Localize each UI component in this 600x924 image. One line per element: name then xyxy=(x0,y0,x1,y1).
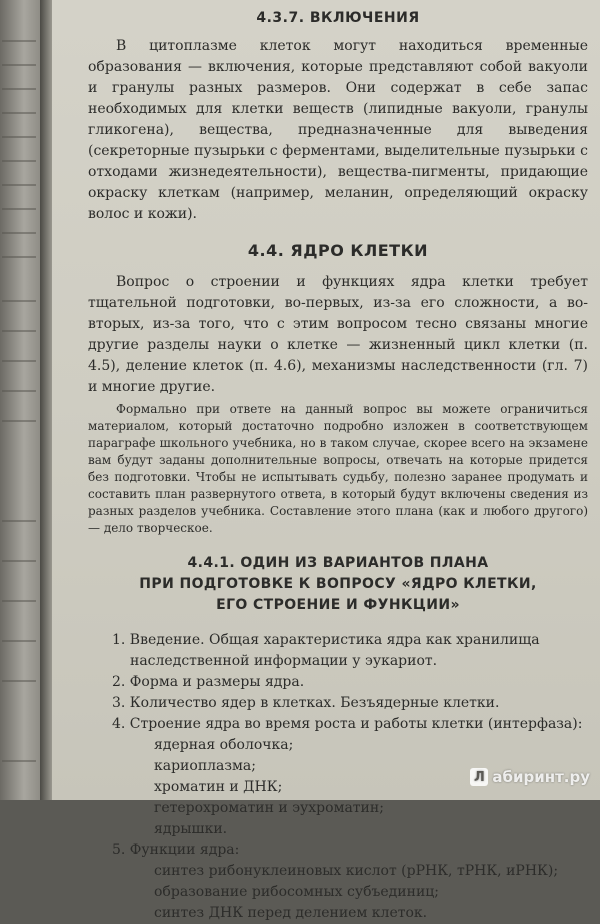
plan-item xyxy=(88,672,588,693)
plan-item-text: 4. Строение ядра во время роста и работы клетки (интерфаза): xyxy=(112,716,583,732)
book-gutter xyxy=(40,0,52,800)
watermark-text: абиринт.ру xyxy=(492,768,590,786)
page-content xyxy=(88,8,588,924)
plan-subitem: синтез ДНК перед делением клеток. xyxy=(154,905,428,921)
section-heading-nucleus: 4.4. ЯДРО КЛЕТКИ xyxy=(247,241,429,260)
plan-subitem: ядрышки. xyxy=(154,821,228,837)
plan-subitem: ядерная оболочка; xyxy=(154,737,294,753)
watermark-logo xyxy=(470,768,590,786)
paragraph-nucleus-note: Формально при ответе на данный вопрос вы можете ограничиться материалом, который достаточно подробно изложен в соответствующем параграфе школьного учебника, но в таком случае, скорее всего на экзамене вам будут заданы дополнительные вопросы, отвечать на которые придется без подготовки. Чтобы не испытывать судьбу, полезно заранее продумать и составить план развернутого ответа, в который будут включены сведения из разных разделов учебника. Составление этого плана (как и любого другого) — дело творческое. xyxy=(88,402,588,535)
book-page xyxy=(52,0,600,921)
plan-subitem: хроматин и ДНК; xyxy=(154,779,283,795)
plan-item xyxy=(88,840,588,924)
plan-item-text: 2. Форма и размеры ядра. xyxy=(112,674,305,690)
paragraph-nucleus-intro: Вопрос о строении и функциях ядра клетки требует тщательной подготовки, во-первых, из-за его сложности, а во-вторых, из-за того, что с этим вопросом тесно связаны многие другие разделы науки о клетке — жизненный цикл клетки (п. 4.5), деление клеток (п. 4.6), механизмы наследственности (гл. 7) и многие другие. xyxy=(88,274,588,395)
plan-subitem: образование рибосомных субъединиц; xyxy=(154,884,440,900)
heading-plan-line-3: ЕГО СТРОЕНИЕ И ФУНКЦИИ» xyxy=(216,597,460,613)
section-heading-plan xyxy=(88,553,588,616)
labirint-logo-icon: Л xyxy=(470,768,488,786)
plan-item xyxy=(88,630,588,672)
plan-item xyxy=(88,693,588,714)
left-page-edge xyxy=(0,0,40,800)
plan-item-text: 3. Количество ядер в клетках. Безъядерные клетки. xyxy=(112,695,500,711)
paragraph-inclusions: В цитоплазме клеток могут находиться временные образования — включения, которые представляют собой вакуоли и гранулы разных размеров. Они содержат в себе запас необходимых для клетки веществ (липидные вакуоли, гранулы гликогена), вещества, предназначенные для выведения (секреторные пузырьки с ферментами, выделительные пузырьки с отходами жизнедеятельности), вещества-пигменты, придающие окраску клеткам (например, меланин, определяющий окраску волос и кожи). xyxy=(88,38,588,222)
plan-item-text: 5. Функции ядра: xyxy=(112,842,240,858)
heading-plan-line-1: 4.4.1. ОДИН ИЗ ВАРИАНТОВ ПЛАНА xyxy=(187,555,489,571)
section-heading-inclusions: 4.3.7. ВКЛЮЧЕНИЯ xyxy=(256,10,420,26)
heading-plan-line-2: ПРИ ПОДГОТОВКЕ К ВОПРОСУ «ЯДРО КЛЕТКИ, xyxy=(139,576,537,592)
plan-subitem: гетерохроматин и эухроматин; xyxy=(154,800,384,816)
plan-item-text: 1. Введение. Общая характеристика ядра как хранилища наследственной информации у эукариот. xyxy=(112,632,540,669)
plan-subitem: кариоплазма; xyxy=(154,758,256,774)
plan-subitem: синтез рибонуклеиновых кислот (рРНК, тРНК, иРНК); xyxy=(154,863,559,879)
